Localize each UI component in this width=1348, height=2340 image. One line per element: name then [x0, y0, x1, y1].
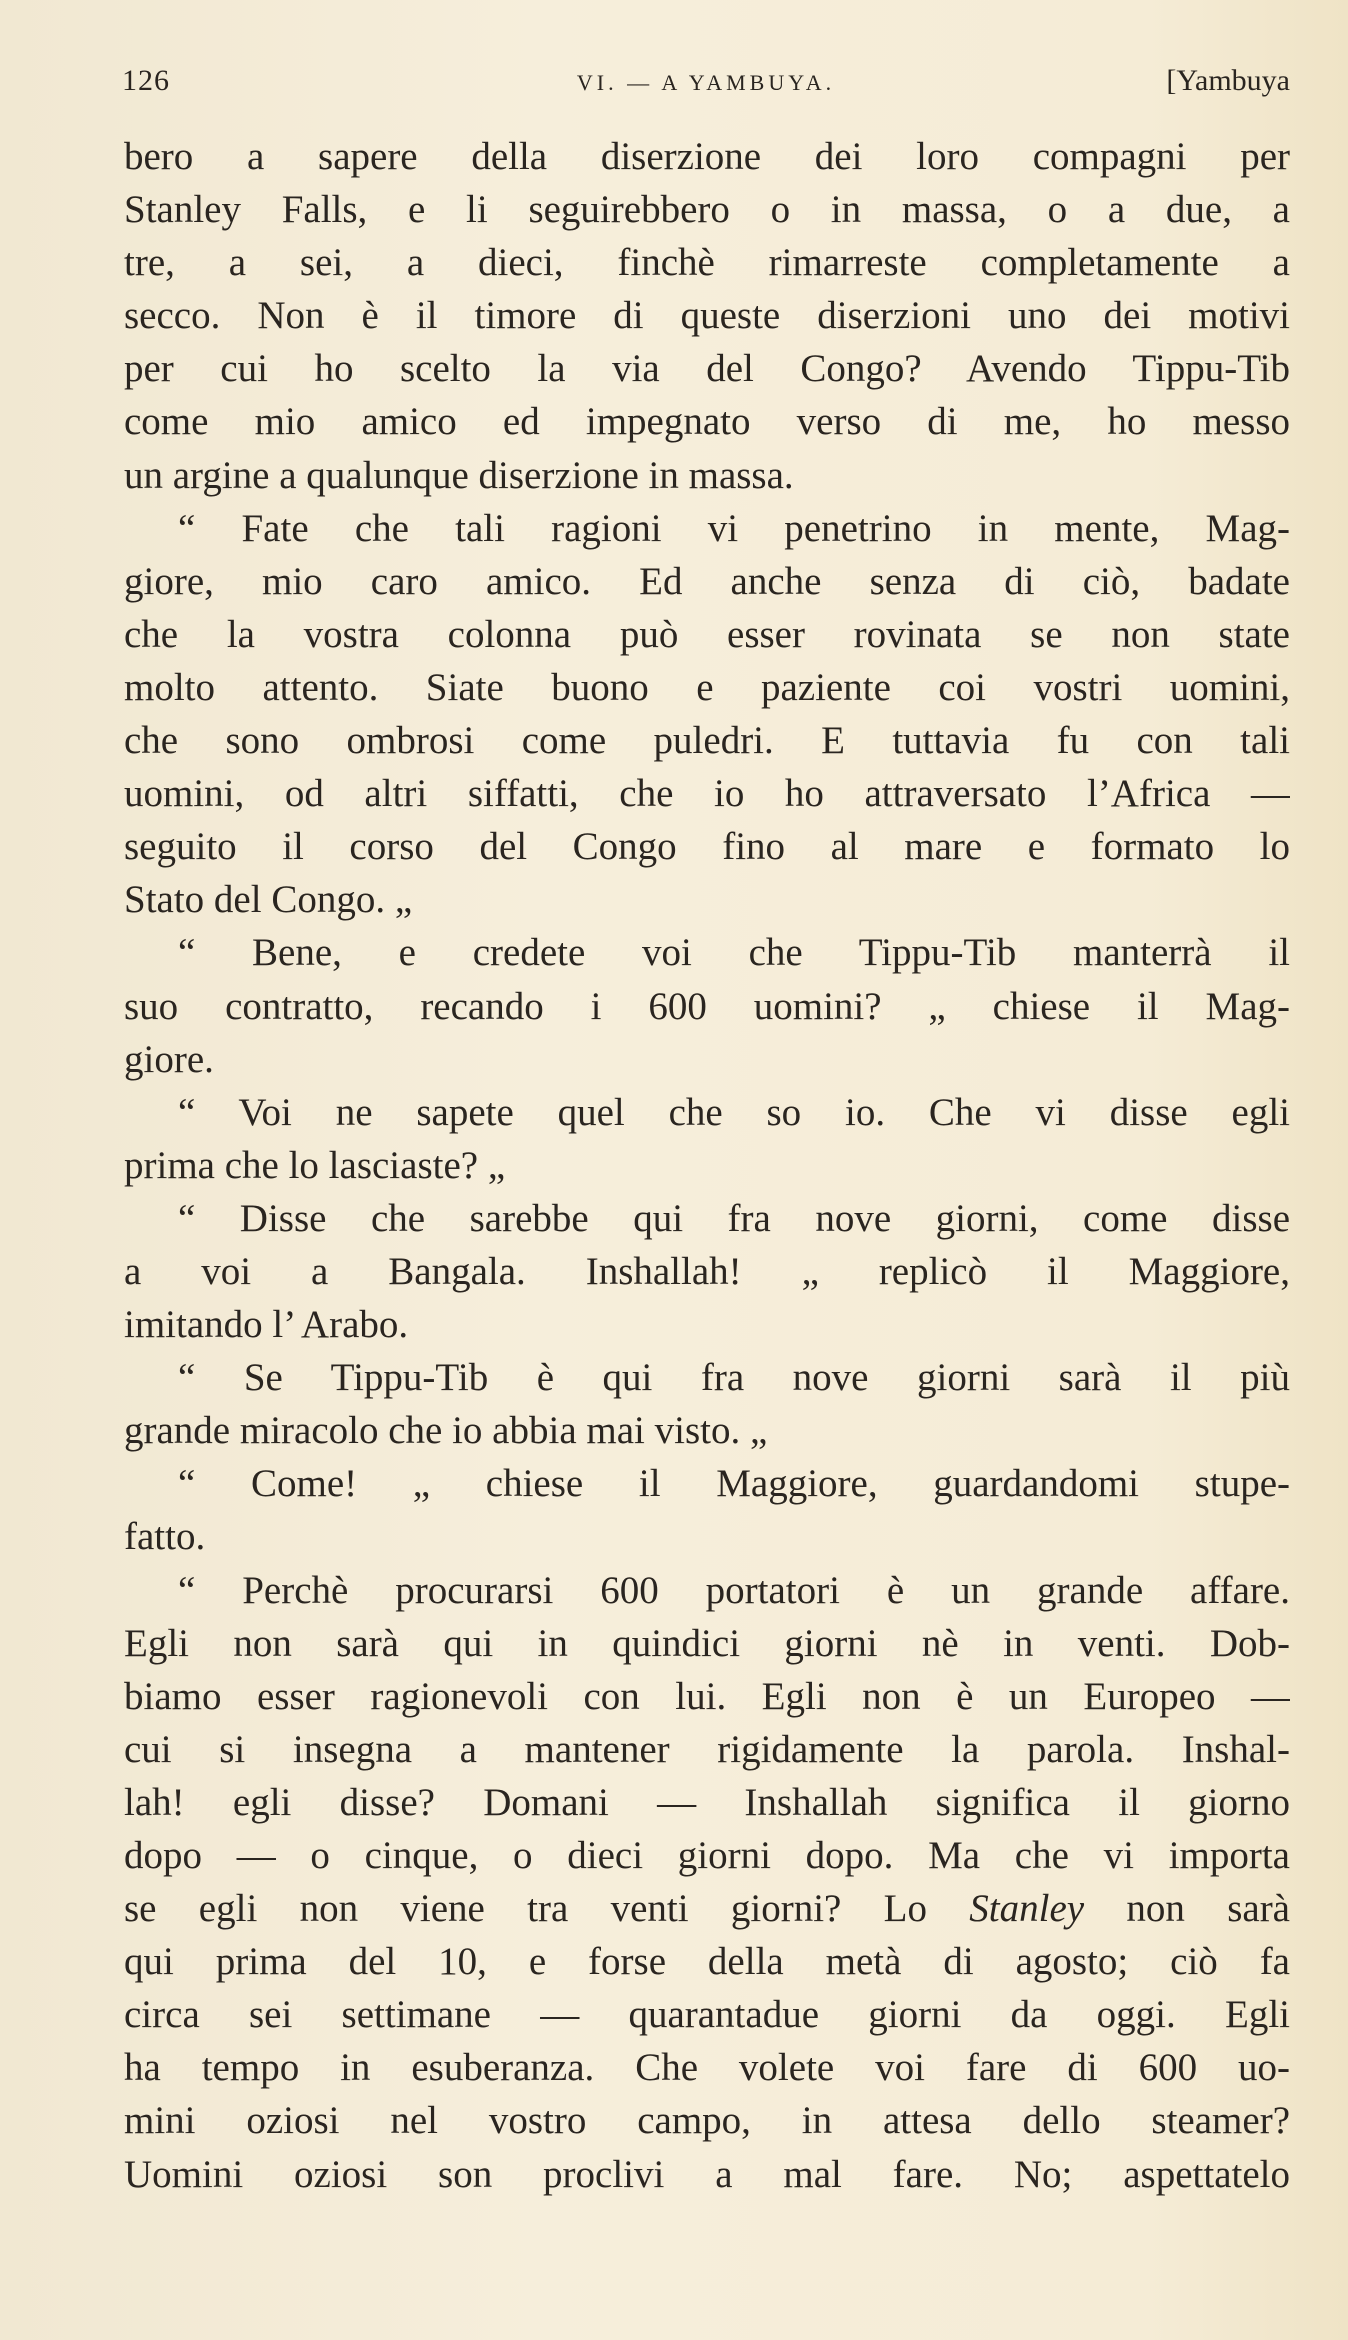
text-line: qui prima del 10, e forse della metà di agosto; ciò fa [124, 1940, 1290, 1984]
text-line: circa sei settimane — quarantadue giorni da oggi. Egli [124, 1993, 1290, 2037]
text-line: seguito il corso del Congo fino al mare e formato lo [124, 825, 1290, 869]
text-line: prima che lo lasciaste? „ [124, 1143, 506, 1187]
text-line: un argine a qualunque diserzione in massa. [124, 453, 794, 497]
text-line: uomini, od altri siffatti, che io ho attraversato l’Africa — [124, 772, 1290, 816]
text-line: “ Voi ne sapete quel che so io. Che vi disse egli [178, 1090, 1290, 1134]
text-line: ha tempo in esuberanza. Che volete voi fare di 600 uo- [124, 2046, 1290, 2090]
text-line: cui si insegna a mantener rigidamente la parola. Inshal- [124, 1727, 1290, 1771]
text-line: molto attento. Siate buono e paziente coi vostri uomini, [124, 665, 1290, 709]
text-line: imitando l’ Arabo. [124, 1303, 409, 1347]
text-line: secco. Non è il timore di queste diserzioni uno dei motivi [124, 294, 1290, 338]
text-line: giore. [124, 1037, 214, 1081]
text-line: che sono ombrosi come puledri. E tuttavia fu con tali [124, 719, 1290, 763]
text-line: “ Perchè procurarsi 600 portatori è un grande affare. [178, 1568, 1290, 1612]
text-line: tre, a sei, a dieci, finchè rimarreste completamente a [124, 241, 1290, 285]
text-segment: se egli non viene tra venti giorni? Lo [124, 1887, 927, 1931]
text-line: fatto. [124, 1515, 206, 1559]
text-line: suo contratto, recando i 600 uomini? „ chiese il Mag- [124, 984, 1290, 1028]
text-line: grande miracolo che io abbia mai visto. „ [124, 1409, 768, 1453]
section-title: [Yambuya [1166, 64, 1290, 97]
text-line: Stato del Congo. „ [124, 878, 413, 922]
text-line: lah! egli disse? Domani — Inshallah significa il giorno [124, 1780, 1290, 1824]
ship-name: Stanley [969, 1887, 1085, 1931]
text-line [124, 1882, 1290, 1935]
body-text [124, 130, 1290, 2201]
text-line: che la vostra colonna può esser rovinata se non state [124, 612, 1290, 656]
running-title: VI. — A YAMBUYA. [576, 70, 836, 95]
page-number: 126 [122, 64, 170, 97]
text-line: per cui ho scelto la via del Congo? Avendo Tippu-Tib [124, 347, 1290, 391]
text-line: “ Fate che tali ragioni vi penetrino in mente, Mag- [178, 506, 1290, 550]
text-line: dopo — o cinque, o dieci giorni dopo. Ma che vi importa [124, 1834, 1290, 1877]
text-line: Uomini oziosi son proclivi a mal fare. No; aspettatelo [124, 2152, 1290, 2196]
text-line: giore, mio caro amico. Ed anche senza di ciò, badate [124, 559, 1290, 603]
page-header [122, 64, 1290, 104]
text-line: “ Disse che sarebbe qui fra nove giorni, come disse [178, 1196, 1290, 1240]
text-line: mini oziosi nel vostro campo, in attesa dello steamer? [124, 2099, 1290, 2143]
text-line: a voi a Bangala. Inshallah! „ replicò il Maggiore, [124, 1249, 1290, 1293]
text-segment: non sarà [1126, 1887, 1290, 1931]
text-line: “ Se Tippu-Tib è qui fra nove giorni sarà il più [178, 1356, 1290, 1400]
text-line: biamo esser ragionevoli con lui. Egli non è un Europeo — [124, 1674, 1290, 1718]
text-line: Stanley Falls, e li seguirebbero o in massa, o a due, a [124, 188, 1290, 232]
text-line: come mio amico ed impegnato verso di me, ho messo [124, 400, 1290, 444]
text-line: “ Come! „ chiese il Maggiore, guardandomi stupe- [178, 1462, 1290, 1506]
text-line: Egli non sarà qui in quindici giorni nè in venti. Dob- [124, 1621, 1290, 1665]
text-line: “ Bene, e credete voi che Tippu-Tib manterrà il [178, 931, 1290, 975]
text-line: bero a sapere della diserzione dei loro compagni per [124, 135, 1290, 178]
